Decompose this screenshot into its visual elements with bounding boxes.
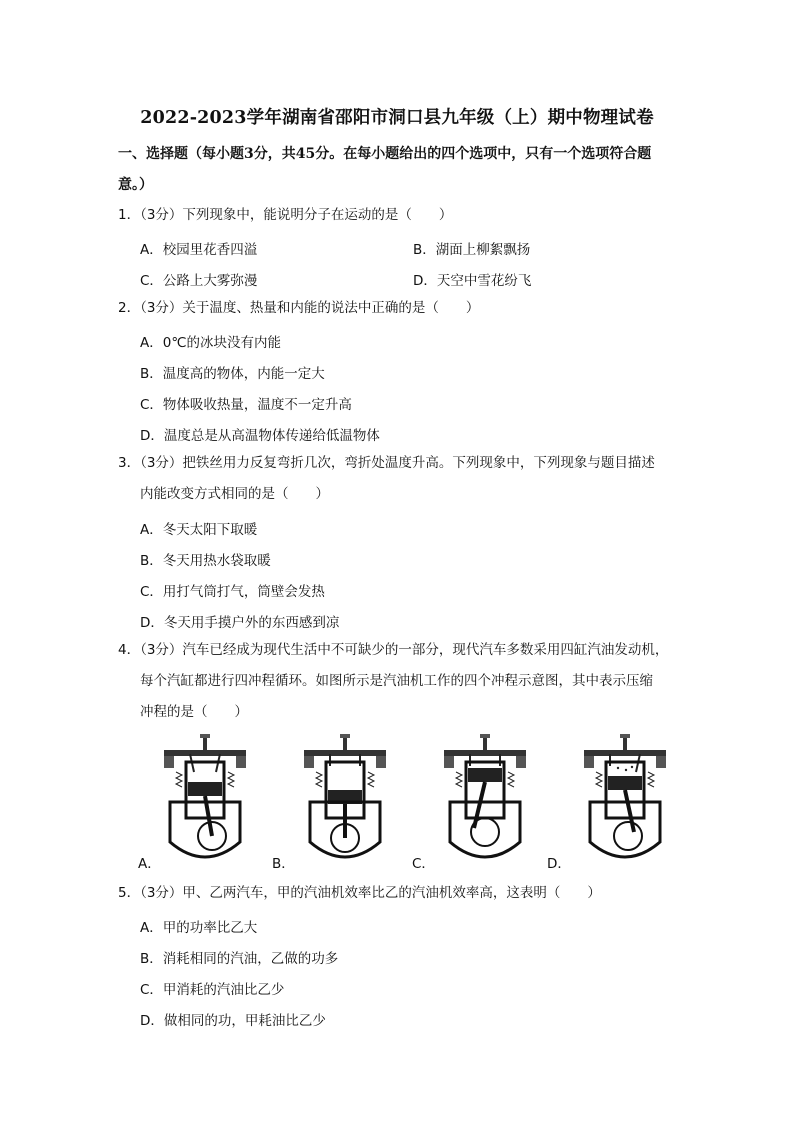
question-1-option-d[interactable]: D．天空中雪花纷飞 bbox=[413, 273, 532, 289]
engine-figure-d-drawing bbox=[584, 734, 666, 857]
question-2-stem: 2．（3分）关于温度、热量和内能的说法中正确的是（ ） bbox=[118, 300, 480, 316]
question-2-option-b[interactable]: B．温度高的物体，内能一定大 bbox=[140, 366, 325, 382]
question-2-option-d[interactable]: D．温度总是从高温物体传递给低温物体 bbox=[140, 428, 380, 444]
question-4-stem-line3: 冲程的是（ ） bbox=[140, 704, 248, 720]
engine-figure-c-drawing bbox=[444, 734, 526, 857]
engine-figure-d bbox=[570, 732, 680, 868]
page-title: 2022-2023学年湖南省邵阳市洞口县九年级（上）期中物理试卷 bbox=[140, 108, 654, 128]
question-4-option-c[interactable]: C． bbox=[412, 856, 435, 872]
question-3-option-b[interactable]: B．冬天用热水袋取暖 bbox=[140, 553, 271, 569]
question-5-option-c[interactable]: C．甲消耗的汽油比乙少 bbox=[140, 982, 285, 998]
engine-figure-a-drawing bbox=[164, 734, 246, 857]
question-3-option-a[interactable]: A．冬天太阳下取暖 bbox=[140, 522, 258, 538]
question-2-option-a[interactable]: A．0℃的冰块没有内能 bbox=[140, 335, 281, 351]
section-heading bbox=[118, 139, 678, 201]
question-4-option-a[interactable]: A． bbox=[138, 856, 161, 872]
question-5-option-d[interactable]: D．做相同的功，甲耗油比乙少 bbox=[140, 1013, 326, 1029]
question-3-option-d[interactable]: D．冬天用手摸户外的东西感到凉 bbox=[140, 615, 340, 631]
question-5-option-b[interactable]: B．消耗相同的汽油，乙做的功多 bbox=[140, 951, 339, 967]
section-heading-line2: 意。） bbox=[118, 177, 153, 193]
question-2-option-c[interactable]: C．物体吸收热量，温度不一定升高 bbox=[140, 397, 352, 413]
question-3-stem-line2: 内能改变方式相同的是（ ） bbox=[140, 486, 329, 502]
section-heading-line1: 一、选择题（每小题3分，共45分。在每小题给出的四个选项中，只有一个选项符合题 bbox=[118, 146, 652, 162]
engine-figure-b bbox=[290, 732, 400, 868]
question-3-stem bbox=[118, 448, 678, 510]
question-4-option-b[interactable]: B． bbox=[272, 856, 295, 872]
question-4-stem-line2: 每个汽缸都进行四冲程循环。如图所示是汽油机工作的四个冲程示意图，其中表示压缩 bbox=[140, 673, 653, 689]
engine-figure-b-drawing bbox=[304, 734, 386, 857]
question-1-option-b[interactable]: B．湖面上柳絮飘扬 bbox=[413, 242, 531, 258]
question-4-stem-line1: 4．（3分）汽车已经成为现代生活中不可缺少的一部分，现代汽车多数采用四缸汽油发动机， bbox=[118, 642, 669, 658]
question-5-stem: 5．（3分）甲、乙两汽车，甲的汽油机效率比乙的汽油机效率高，这表明（ ） bbox=[118, 885, 601, 901]
question-1-option-c[interactable]: C．公路上大雾弥漫 bbox=[140, 273, 258, 289]
question-5-option-a[interactable]: A．甲的功率比乙大 bbox=[140, 920, 258, 936]
question-4-option-d[interactable]: D． bbox=[547, 856, 571, 872]
question-3-option-c[interactable]: C．用打气筒打气，筒壁会发热 bbox=[140, 584, 325, 600]
question-4-stem bbox=[118, 635, 678, 728]
engine-figure-c bbox=[430, 732, 540, 868]
question-3-stem-line1: 3．（3分）把铁丝用力反复弯折几次，弯折处温度升高。下列现象中，下列现象与题目描述 bbox=[118, 455, 655, 471]
question-1-stem: 1．（3分）下列现象中，能说明分子在运动的是（ ） bbox=[118, 207, 453, 223]
engine-figure-a bbox=[150, 732, 260, 868]
question-1-option-a[interactable]: A．校园里花香四溢 bbox=[140, 242, 258, 258]
